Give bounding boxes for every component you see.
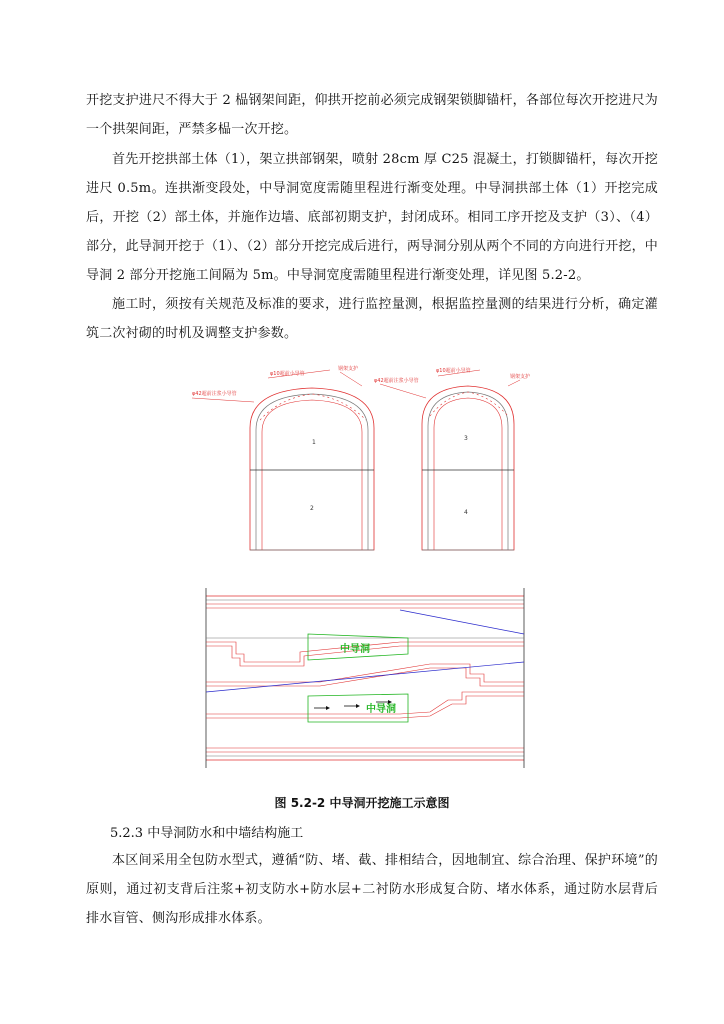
left-label-grout-pipe: φ42超前注浆小导管 <box>192 391 237 397</box>
tunnel-cross-sections-figure <box>190 358 550 558</box>
right-zone-3: 3 <box>464 435 468 442</box>
right-label-steel-frame: 钢架支护 <box>510 374 531 380</box>
paragraph-monitoring: 施工时，须按有关规范及标准的要求，进行监控量测，根据监控量测的结果进行分析，确定灌筑二次衬砌的时机及调整支护参数。 <box>86 297 658 341</box>
left-cross-section <box>192 365 374 550</box>
paragraph-excavation-sequence: 首先开挖拱部土体（1），架立拱部钢架，喷射 28cm 厚 C25 混凝土，打锁脚锚杆，每次开挖进尺 0.5m。连拱渐变段处，中导洞宽度需随里程进行渐变处理。中导洞拱部土体（1）开挖完成后，开挖（2）部土体，并施作边墙、底部初期支护，封闭成环。相同工序开挖及支护（3）、（4）部分，此导洞开挖于（1）、（2）部分开挖完成后进行，两导洞分别从两个不同的方向进行开挖，中导洞 2 部分开挖施工间隔为 5m。中导洞宽度需随里程进行渐变处理，详见图 5.2-2。 <box>86 152 658 283</box>
left-zone-2: 2 <box>310 505 314 512</box>
upper-pilot-label: 中导洞 <box>340 644 370 655</box>
right-zone-4: 4 <box>464 509 468 516</box>
pilot-tunnel-plan-figure <box>200 582 530 782</box>
lower-pilot-label: 中导洞 <box>366 704 396 715</box>
figure-caption: 图 5.2-2 中导洞开挖施工示意图 <box>274 796 450 810</box>
right-cross-section <box>374 367 530 550</box>
paragraph-excavation-limit: 开挖支护进尺不得大于 2 榀钢架间距，仰拱开挖前必须完成钢架锁脚锚杆，各部位每次开挖进尺为一个拱架间距，严禁多榀一次开挖。 <box>86 93 658 137</box>
left-label-pipe: φ10超前小导管 <box>270 371 305 377</box>
right-label-pipe: φ10超前小导管 <box>436 368 471 374</box>
paragraph-waterproofing: 本区间采用全包防水型式，遵循“防、堵、截、排相结合，因地制宜、综合治理、保护环境”的原则，通过初支背后注浆+初支防水+防水层+二衬防水形成复合防、堵水体系，通过防水层背后排水盲管、侧沟形成排水体系。 <box>86 853 658 926</box>
lower-drift-lines <box>206 664 524 718</box>
centerline-blue-lower <box>206 662 524 692</box>
left-zone-1: 1 <box>312 439 316 446</box>
centerline-blue-upper <box>400 610 524 634</box>
section-heading: 5.2.3 中导洞防水和中墙结构施工 <box>110 826 304 841</box>
right-label-grout-pipe: φ42超前注浆小导管 <box>374 378 419 384</box>
left-label-steel-frame: 钢架支护 <box>338 366 359 372</box>
